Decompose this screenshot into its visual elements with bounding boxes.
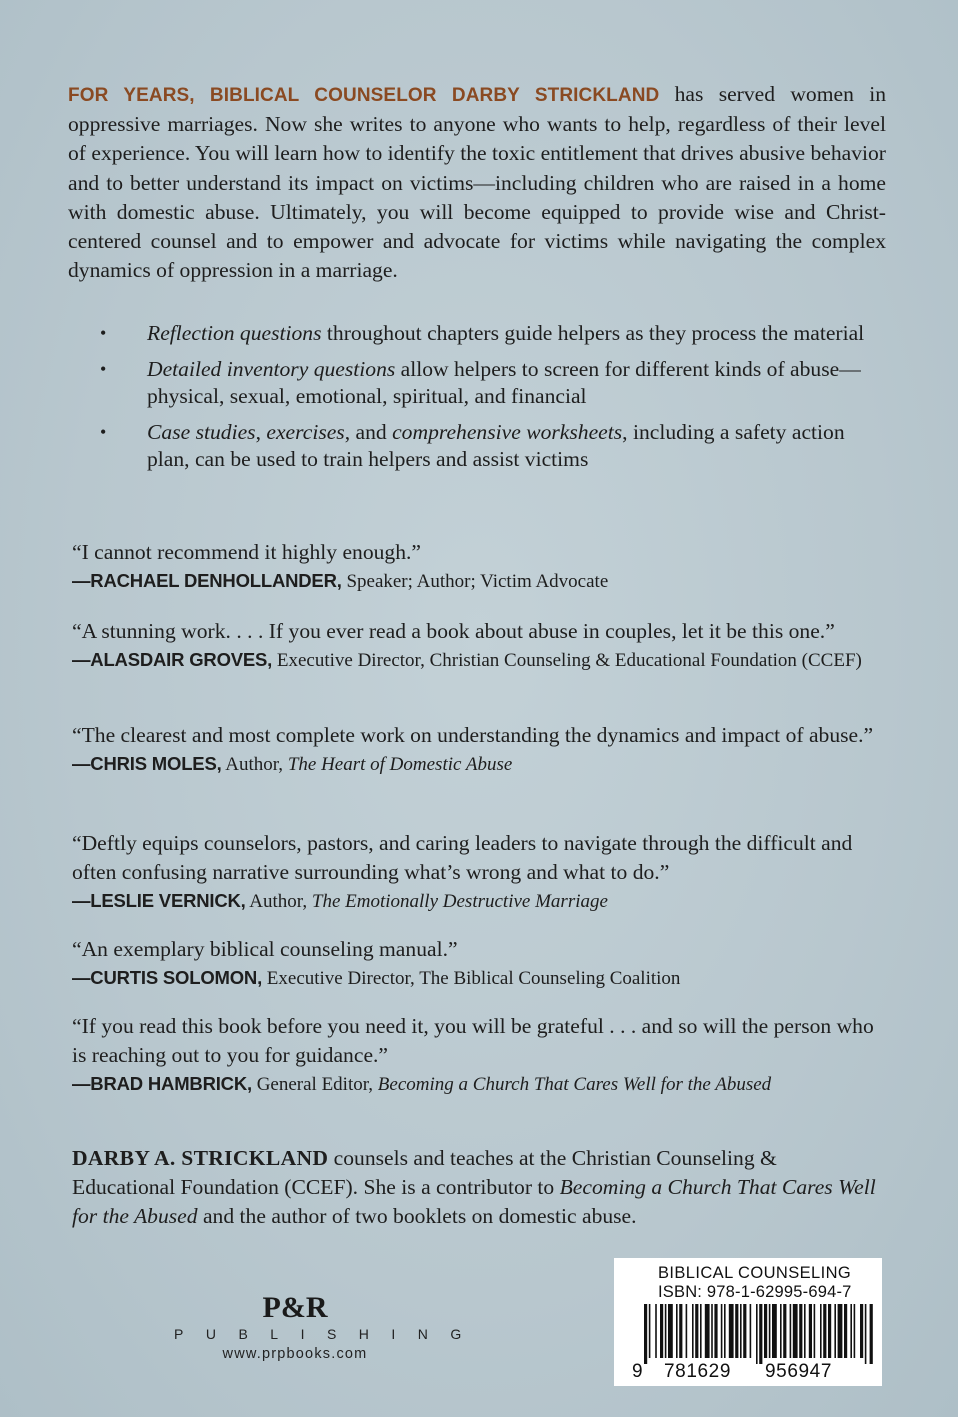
author-bio bbox=[72, 1144, 882, 1232]
barcode-bar bbox=[793, 1304, 798, 1358]
barcode-bar bbox=[823, 1304, 826, 1358]
endorsement bbox=[72, 538, 892, 595]
barcode-bar bbox=[834, 1304, 836, 1358]
barcode-bar bbox=[783, 1304, 786, 1358]
barcode-group-right: 956947 bbox=[765, 1361, 833, 1382]
barcode-bar bbox=[844, 1304, 847, 1358]
publisher-block bbox=[160, 1290, 484, 1362]
barcode-bar bbox=[700, 1304, 702, 1358]
endorsement-quote: “Deftly equips counselors, pastors, and caring leaders to navigate through the difficult and often confusing narrative surrounding what’s wrong and what to do.” bbox=[72, 831, 853, 884]
barcode-bar bbox=[756, 1304, 758, 1364]
endorser-name: —ALASDAIR GROVES, bbox=[72, 649, 273, 670]
bisac-category: BIBLICAL COUNSELING bbox=[658, 1264, 852, 1282]
endorser-book: The Heart of Domestic Abuse bbox=[287, 754, 513, 775]
barcode-bar bbox=[676, 1304, 678, 1358]
feature-text: , including a safety action plan, can be used to train helpers and assist victims bbox=[147, 420, 845, 471]
endorsement-attribution bbox=[72, 750, 892, 778]
barcode-bar bbox=[828, 1304, 831, 1358]
endorser-role: General Editor, bbox=[251, 1074, 378, 1095]
endorsement-attribution bbox=[72, 887, 892, 915]
isbn-barcode-panel bbox=[614, 1258, 882, 1386]
barcode-bar bbox=[850, 1304, 852, 1358]
feature-emphasis: Detailed inventory questions bbox=[147, 357, 396, 381]
barcode-bar bbox=[820, 1304, 822, 1358]
feature-item bbox=[100, 320, 870, 347]
endorser-role: Executive Director, The Biblical Counseling Coalition bbox=[262, 968, 681, 989]
isbn-number: ISBN: 978-1-62995-694-7 bbox=[658, 1283, 852, 1301]
endorser-name: —LESLIE VERNICK, bbox=[72, 890, 246, 911]
barcode-bar bbox=[714, 1304, 717, 1358]
barcode-bar bbox=[809, 1304, 812, 1358]
barcode-bar bbox=[865, 1304, 867, 1364]
bio-book: Becoming a Church That Cares Well for the Abused bbox=[72, 1175, 876, 1229]
publisher-logo-icon bbox=[255, 1290, 335, 1322]
barcode-bar bbox=[655, 1304, 657, 1358]
endorser-name: —RACHAEL DENHOLLANDER, bbox=[72, 570, 342, 591]
barcode-bar bbox=[665, 1304, 667, 1358]
endorser-book: The Emotionally Destructive Marriage bbox=[311, 891, 608, 912]
endorsement bbox=[72, 829, 892, 915]
barcode-bar bbox=[769, 1304, 771, 1358]
barcode-bar bbox=[679, 1304, 682, 1358]
endorsement-quote: “An exemplary biblical counseling manual.” bbox=[72, 937, 458, 961]
publisher-wordmark: PUBLISHING bbox=[174, 1326, 484, 1342]
barcode-bar bbox=[686, 1304, 688, 1358]
barcode-bar bbox=[735, 1304, 738, 1358]
barcode-bar bbox=[711, 1304, 713, 1358]
endorser-role: Author, bbox=[221, 754, 288, 775]
publisher-url: www.prpbooks.com bbox=[222, 1346, 368, 1362]
barcode-bar bbox=[838, 1304, 843, 1358]
publisher-logo-text: P&R bbox=[262, 1291, 328, 1322]
barcode-bar bbox=[814, 1304, 816, 1358]
barcode-bar bbox=[772, 1304, 777, 1358]
bullet-icon: • bbox=[100, 323, 107, 343]
barcode-bar bbox=[790, 1304, 792, 1358]
barcode-bar bbox=[860, 1304, 863, 1358]
feature-item bbox=[100, 356, 870, 410]
feature-emphasis: comprehensive worksheets bbox=[392, 420, 623, 444]
endorsement-quote: “The clearest and most complete work on understanding the dynamics and impact of abuse.” bbox=[72, 723, 874, 747]
endorsement-attribution bbox=[72, 646, 892, 674]
barcode-icon bbox=[614, 1304, 882, 1364]
feature-list bbox=[100, 320, 870, 482]
endorsement-quote: “If you read this book before you need it, you will be grateful . . . and so will the person who is reaching out to you for guidance.” bbox=[72, 1014, 874, 1067]
endorser-role: Executive Director, Christian Counseling & Educational Foundation (CCEF) bbox=[272, 650, 862, 671]
endorser-name: —CHRIS MOLES, bbox=[72, 753, 222, 774]
endorsement-attribution bbox=[72, 964, 892, 992]
bio-text: and the author of two booklets on domestic abuse. bbox=[197, 1204, 637, 1229]
barcode-bar bbox=[721, 1304, 723, 1358]
endorser-name: —BRAD HAMBRICK, bbox=[72, 1073, 252, 1094]
barcode-bar bbox=[692, 1304, 694, 1358]
barcode-bar bbox=[660, 1304, 663, 1358]
barcode-bar bbox=[799, 1304, 802, 1358]
barcode-bar bbox=[743, 1304, 746, 1358]
barcode-bar bbox=[764, 1304, 767, 1358]
intro-paragraph bbox=[68, 80, 886, 285]
barcode-bar bbox=[705, 1304, 710, 1358]
barcode-bar bbox=[724, 1304, 726, 1358]
bullet-icon: • bbox=[100, 359, 107, 379]
endorsement bbox=[72, 721, 892, 778]
endorsement-quote: “A stunning work. . . . If you ever read a book about abuse in couples, let it be this one.” bbox=[72, 619, 835, 643]
barcode-bar bbox=[759, 1304, 762, 1364]
feature-item bbox=[100, 419, 870, 473]
barcode-bar bbox=[804, 1304, 806, 1358]
feature-text: throughout chapters guide helpers as they process the material bbox=[321, 321, 865, 345]
bullet-icon: • bbox=[100, 422, 107, 442]
intro-body: has served women in oppressive marriages. Now she writes to anyone who wants to help, regardless of their level of experience. You will learn how to identify the toxic entitlement that drives abusive behavior and to better understand its impact on victims—including children who are raised in a home with domestic abuse. Ultimately, you will become equipped to provide wise and Christ-centered counsel and to empower and advocate for victims while navigating the complex dynamics of oppression in a marriage. bbox=[68, 82, 886, 283]
barcode-bar bbox=[729, 1304, 734, 1358]
bio-text: counsels and teaches at the Christian Counseling & Educational Foundation (CCEF). She is a contributor to bbox=[72, 1146, 777, 1200]
feature-text: , bbox=[255, 420, 267, 444]
endorsement-quote: “I cannot recommend it highly enough.” bbox=[72, 540, 421, 564]
barcode-bar bbox=[854, 1304, 856, 1358]
feature-emphasis: Reflection questions bbox=[147, 321, 322, 345]
endorser-name: —CURTIS SOLOMON, bbox=[72, 967, 263, 988]
barcode-bar bbox=[740, 1304, 742, 1358]
barcode-group-left: 781629 bbox=[664, 1361, 732, 1382]
endorsement bbox=[72, 617, 892, 674]
endorsement-attribution bbox=[72, 567, 892, 595]
endorser-role: Author, bbox=[245, 891, 312, 912]
feature-emphasis: Case studies bbox=[147, 420, 256, 444]
author-name: DARBY A. STRICKLAND bbox=[72, 1146, 329, 1170]
barcode-first-digit: 9 bbox=[632, 1361, 644, 1382]
feature-emphasis: exercises bbox=[266, 420, 345, 444]
barcode-bar bbox=[649, 1304, 651, 1358]
feature-text: , and bbox=[344, 420, 393, 444]
barcode-bar bbox=[668, 1304, 673, 1358]
endorsement-attribution bbox=[72, 1070, 892, 1098]
endorser-role: Speaker; Author; Victim Advocate bbox=[341, 571, 609, 592]
endorsement bbox=[72, 1012, 892, 1098]
barcode-bar bbox=[750, 1304, 752, 1358]
endorser-book: Becoming a Church That Cares Well for the Abused bbox=[377, 1074, 772, 1095]
barcode-bar bbox=[695, 1304, 698, 1358]
intro-lead: FOR YEARS, BIBLICAL COUNSELOR DARBY STRICKLAND bbox=[68, 85, 660, 106]
barcode-bar bbox=[644, 1304, 647, 1364]
barcode-bar bbox=[870, 1304, 873, 1364]
endorsement bbox=[72, 935, 892, 992]
feature-text: allow helpers to screen for different kinds of abuse—physical, sexual, emotional, spiritual, and financial bbox=[147, 357, 861, 408]
barcode-bar bbox=[780, 1304, 782, 1358]
